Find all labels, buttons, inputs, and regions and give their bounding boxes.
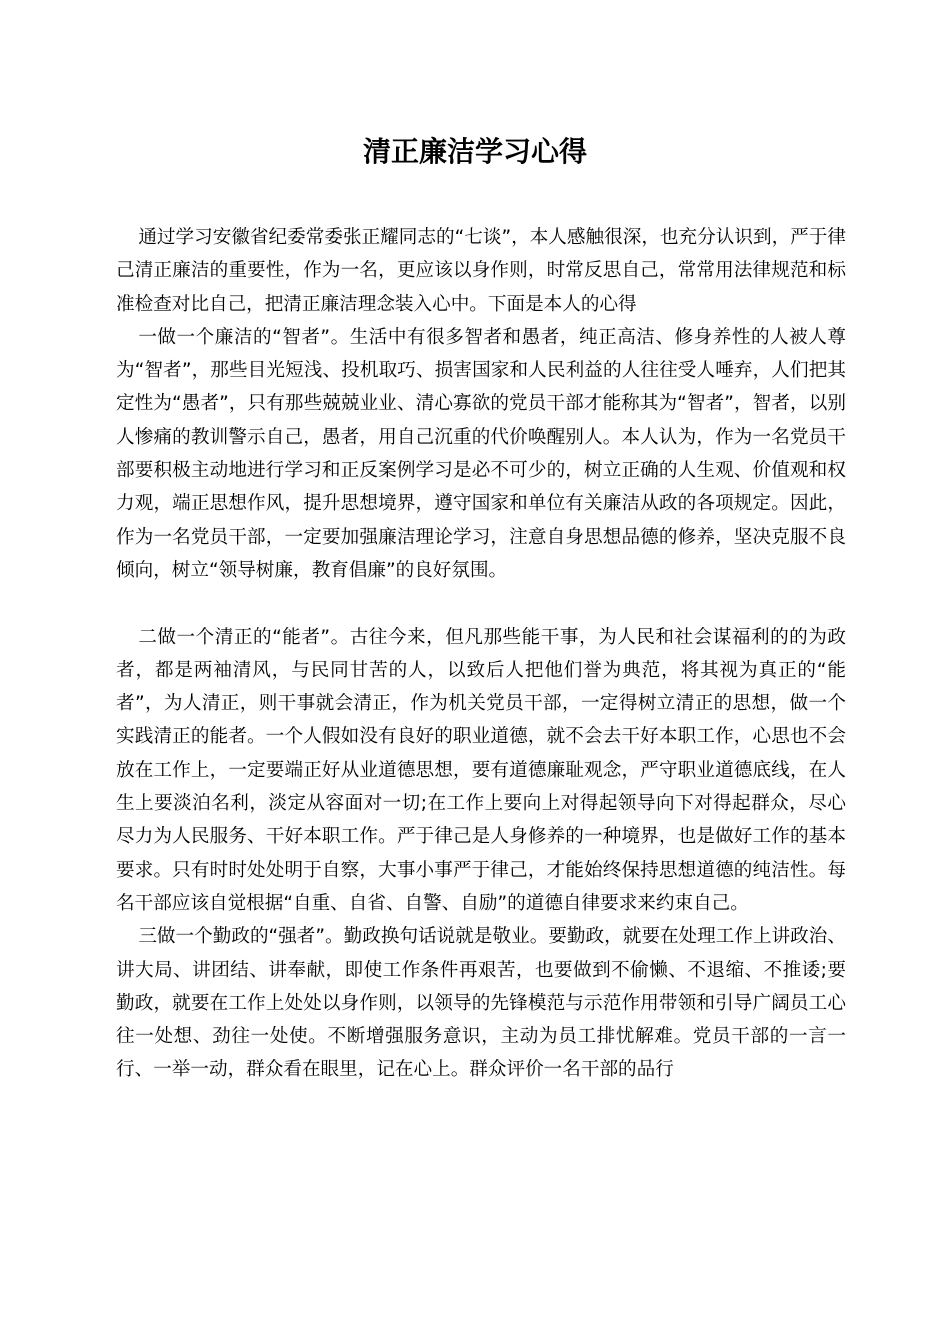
document-title: 清正廉洁学习心得 [362,135,587,168]
paragraph-intro: 通过学习安徽省纪委常委张正耀同志的“七谈”，本人感触很深，也充分认识到，严于律己清正廉洁的重要性，作为一名，更应该以身作则，时常反思自己，常常用法律规范和标准检查对比自己，把清正廉洁理念装入心中。下面是本人的心得 [116,227,846,315]
document-body [116,221,846,1087]
paragraph-point-one: 一做一个廉洁的“智者”。生活中有很多智者和愚者，纯正高洁、修身养性的人被人尊为“智者”，那些目光短浅、投机取巧、损害国家和人民利益的人往往受人唾弃，人们把其定性为“愚者”，只有那些兢兢业业、清心寡欲的党员干部才能称其为“智者”，智者，以别人惨痛的教训警示自己，愚者，用自己沉重的代价唤醒别人。本人认为，作为一名党员干部要积极主动地进行学习和正反案例学习是必不可少的，树立正确的人生观、价值观和权力观，端正思想作风，提升思想境界，遵守国家和单位有关廉洁从政的各项规定。因此，作为一名党员干部，一定要加强廉洁理论学习，注意自身思想品德的修养，坚决克服不良倾向，树立“领导树廉，教育倡廉”的良好氛围。 [116,326,846,581]
paragraph-point-three: 三做一个勤政的“强者”。勤政换句话说就是敬业。要勤政，就要在处理工作上讲政治、讲大局、讲团结、讲奉献，即使工作条件再艰苦，也要做到不偷懒、不退缩、不推诿;要勤政，就要在工作上处处以身作则，以领导的先锋模范与示范作用带领和引导广阔员工心往一处想、劲往一处使。不断增强服务意识，主动为员工排忧解难。党员干部的一言一行、一举一动，群众看在眼里，记在心上。群众评价一名干部的品行 [116,926,846,1081]
paragraph-point-two: 二做一个清正的“能者”。古往今来，但凡那些能干事，为人民和社会谋福利的的为政者，都是两袖清风，与民同甘苦的人，以致后人把他们誉为典范，将其视为真正的“能者”，为人清正，则干事就会清正，作为机关党员干部，一定得树立清正的思想，做一个实践清正的能者。一个人假如没有良好的职业道德，就不会去干好本职工作，心思也不会放在工作上，一定要端正好从业道德思想，要有道德廉耻观念，严守职业道德底线，在人生上要淡泊名利，淡定从容面对一切;在工作上要向上对得起领导向下对得起群众，尽心尽力为人民服务、干好本职工作。严于律己是人身修养的一种境界，也是做好工作的基本要求。只有时时处处明于自察，大事小事严于律己，才能始终保持思想道德的纯洁性。每名干部应该自觉根据“自重、自省、自警、自励”的道德自律要求来约束自己。 [116,626,846,914]
